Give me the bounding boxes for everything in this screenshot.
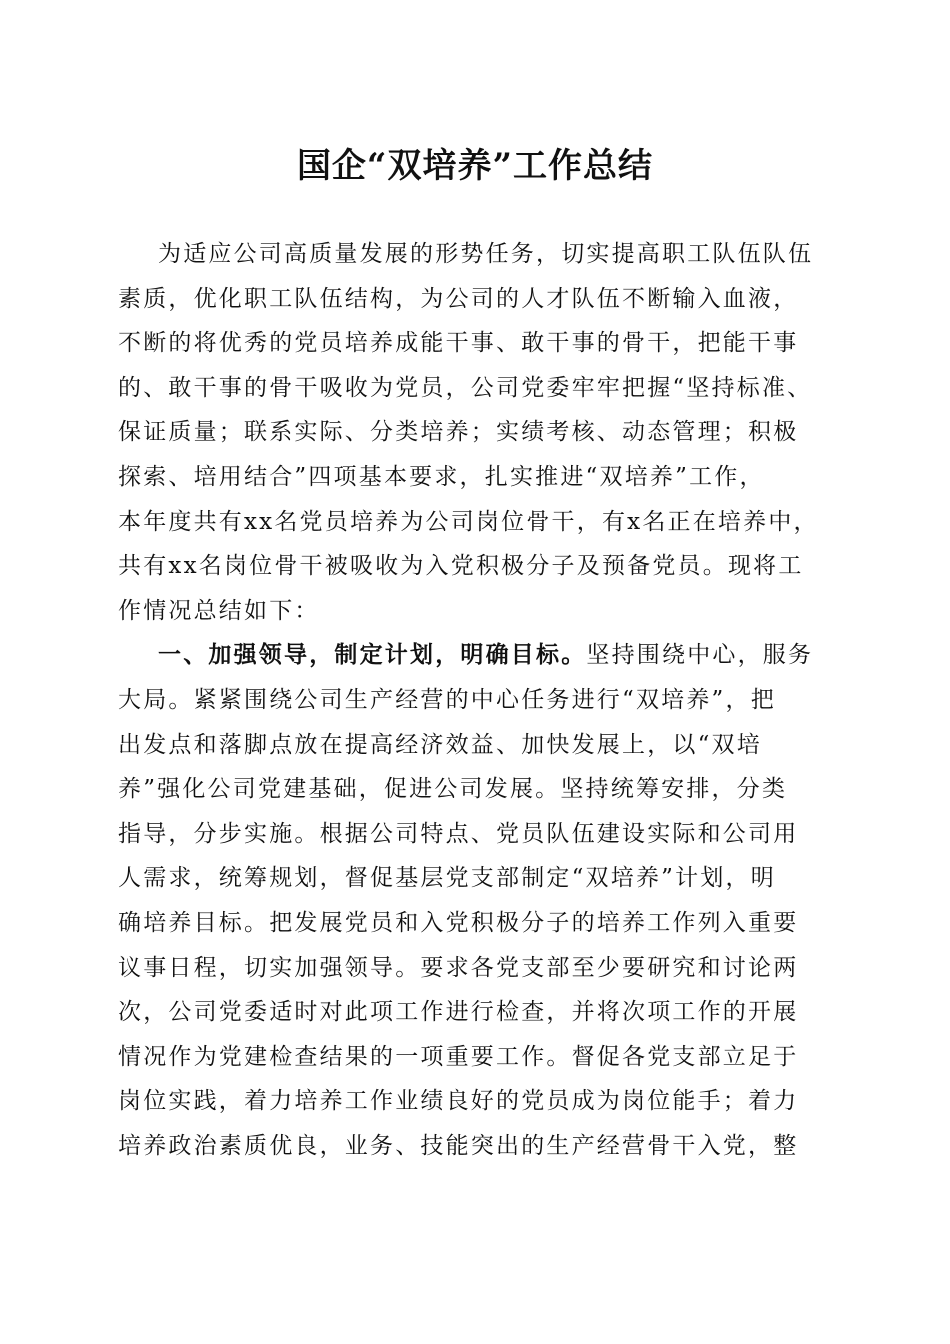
paragraph-line: 探索、培用结合”四项基本要求，扎实推进“双培养”工作，	[118, 463, 765, 490]
section-line: 岗位实践，着力培养工作业绩良好的党员成为岗位能手；着力	[118, 1088, 799, 1115]
section-first-line	[118, 633, 830, 678]
paragraph-line: 保证质量；联系实际、分类培养；实绩考核、动态管理；积极	[118, 419, 799, 446]
paragraph-line: 作情况总结如下：	[118, 597, 320, 624]
paragraph-line: 不断的将优秀的党员培养成能干事、敢干事的骨干，把能干事	[118, 330, 799, 357]
section-line: 出发点和落脚点放在提高经济效益、加快发展上，以“双培	[118, 731, 762, 758]
section-line: 人需求，统筹规划，督促基层党支部制定“双培养”计划，明	[118, 865, 776, 892]
section-line: 确培养目标。把发展党员和入党积极分子的培养工作列入重要	[118, 909, 799, 936]
paragraph-line: 素质，优化职工队伍结构，为公司的人才队伍不断输入血液，	[118, 285, 799, 312]
section-line: 次，公司党委适时对此项工作进行检查，并将次项工作的开展	[118, 999, 799, 1026]
section-heading: 一、加强领导，制定计划，明确目标。	[158, 641, 587, 669]
paragraph-line: 共有xx名岗位骨干被吸收为入党积极分子及预备党员。现将工	[118, 553, 804, 580]
paragraph-line: 本年度共有xx名党员培养为公司岗位骨干，有x名正在培养中，	[118, 508, 819, 535]
section-line: 情况作为党建检查结果的一项重要工作。督促各党支部立足于	[118, 1043, 799, 1070]
section-line: 培养政治素质优良，业务、技能突出的生产经营骨干入党，整	[118, 1132, 799, 1159]
section-line: 议事日程，切实加强领导。要求各党支部至少要研究和讨论两	[118, 954, 799, 981]
section-line: 大局。紧紧围绕公司生产经营的中心任务进行“双培养”，把	[118, 686, 776, 713]
paragraph-line: 的、敢干事的骨干吸收为党员，公司党委牢牢把握“坚持标准、	[118, 374, 813, 401]
document-body	[118, 232, 830, 1168]
section-first-line-text: 坚持围绕中心，服务	[586, 642, 814, 669]
section-line: 养”强化公司党建基础，促进公司发展。坚持统筹安排，分类	[118, 776, 788, 803]
paragraph-line: 为适应公司高质量发展的形势任务，切实提高职工队伍队伍	[158, 241, 814, 267]
section-line: 指导，分步实施。根据公司特点、党员队伍建设实际和公司用	[118, 820, 799, 847]
document-title: 国企“双培养”工作总结	[296, 146, 654, 186]
